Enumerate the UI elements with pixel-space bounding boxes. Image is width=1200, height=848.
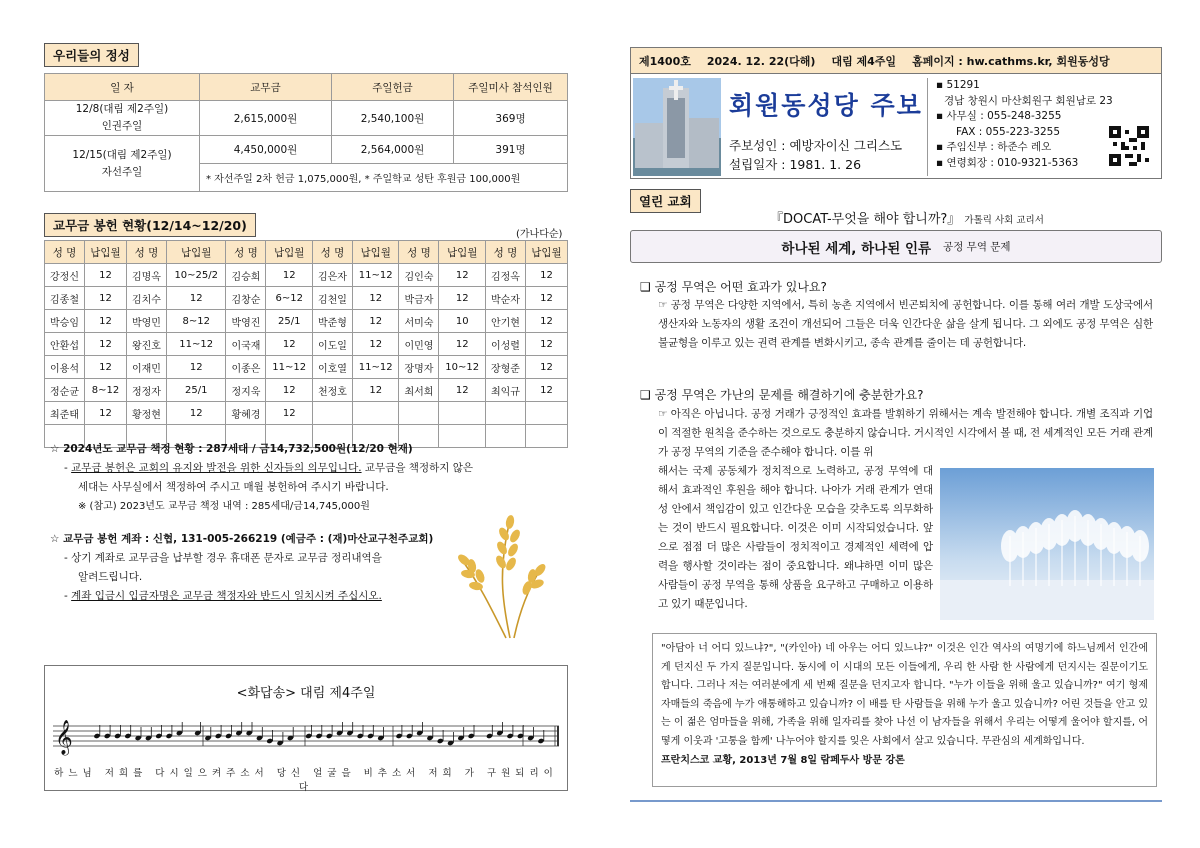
- paid-months: 12: [266, 379, 312, 402]
- paid-months: 12: [85, 402, 127, 425]
- attendance-count: 369명: [454, 101, 568, 136]
- tithe-table-body: [45, 264, 568, 448]
- date-cell: [45, 101, 200, 136]
- member-name: 안환섭: [45, 333, 85, 356]
- header-tithe: 교무금: [200, 74, 332, 101]
- member-name: 박영진: [226, 310, 266, 333]
- paid-months: 12: [439, 379, 485, 402]
- table-row: [45, 136, 568, 164]
- bulletin-masthead: [630, 47, 1162, 179]
- paid-months: 11~12: [352, 264, 398, 287]
- paid-months: 12: [439, 264, 485, 287]
- member-name: 김종철: [45, 287, 85, 310]
- account-text: 상기 계좌로 교무금을 납부할 경우 휴대폰 문자로 교무금 정리내역을: [71, 552, 382, 564]
- header-attendance: 주일미사 참석인원: [454, 74, 568, 101]
- tithe-goal-text: 교무금을 책정하지 않은: [361, 462, 474, 474]
- member-name: 이민영: [399, 333, 439, 356]
- docat-main: 『DOCAT-무엇을 해야 합니까?』: [770, 212, 961, 227]
- church-photo: [633, 78, 721, 176]
- tithe-reference: ※ (참고) 2023년도 교무금 책정 내역 : 285세대/금14,745,000원: [78, 501, 370, 512]
- account-line: - 상기 계좌로 교무금을 납부할 경우 휴대폰 문자로 교무금 정리내역을: [64, 552, 382, 564]
- header-month: 납입월: [439, 241, 485, 264]
- date-cell: [45, 136, 200, 192]
- member-name: 김치수: [126, 287, 166, 310]
- docat-title: [770, 208, 1044, 227]
- question-2: ❑ 공정 무역은 가난의 문제를 해결하기에 충분한가요?: [640, 388, 924, 402]
- paid-months: 12: [85, 356, 127, 379]
- header-name: 성 명: [226, 241, 266, 264]
- wheat-illustration: [440, 500, 550, 640]
- table-header-row: [45, 74, 568, 101]
- open-church-tag: 열린 교회: [630, 189, 701, 213]
- member-name: 장형준: [485, 356, 525, 379]
- member-name: 왕진호: [126, 333, 166, 356]
- header-name: 성 명: [126, 241, 166, 264]
- member-name: 정순균: [45, 379, 85, 402]
- docat-subtitle: 가톨릭 사회 교리서: [964, 215, 1044, 226]
- paid-months: 12: [525, 356, 567, 379]
- member-name: 김인숙: [399, 264, 439, 287]
- paid-months: 12: [439, 333, 485, 356]
- table-row: [45, 333, 568, 356]
- member-name: 이종은: [226, 356, 266, 379]
- question-1: ❑ 공정 무역은 어떤 효과가 있나요?: [640, 280, 827, 294]
- qr-code-icon[interactable]: [1109, 126, 1149, 166]
- tithe-amount: 4,450,000원: [200, 136, 332, 164]
- paid-months: 10~12: [439, 356, 485, 379]
- sort-note: (가나다순): [516, 229, 563, 240]
- issue-number: 제1400호: [639, 54, 691, 68]
- table-row: [45, 310, 568, 333]
- account-line: 알려드립니다.: [78, 571, 143, 583]
- paid-months: 11~12: [266, 356, 312, 379]
- member-name: 박금자: [399, 287, 439, 310]
- paid-months: [352, 402, 398, 425]
- patron-saint: 주보성인 : 예방자이신 그리스도: [729, 138, 903, 153]
- date-subtitle: 자선주일: [101, 165, 143, 178]
- member-name: 박영민: [126, 310, 166, 333]
- paid-months: 6~12: [266, 287, 312, 310]
- paid-months: 25/1: [166, 379, 225, 402]
- member-name: [485, 402, 525, 425]
- member-name: 황정현: [126, 402, 166, 425]
- tithe-amount: 2,615,000원: [200, 101, 332, 136]
- paid-months: 12: [352, 333, 398, 356]
- member-name: [312, 402, 352, 425]
- member-name: 박순자: [485, 287, 525, 310]
- committee-phone: ▪ 연령회장 : 010-9321-5363: [936, 156, 1079, 169]
- paid-months: 12: [352, 379, 398, 402]
- paid-months: 12: [85, 287, 127, 310]
- header-name: 성 명: [399, 241, 439, 264]
- member-name: 황혜경: [226, 402, 266, 425]
- pope-quote-box: [652, 633, 1157, 787]
- tithe-section-tag: 교무금 봉헌 현황(12/14~12/20): [44, 213, 256, 237]
- paid-months: 10~25/2: [166, 264, 225, 287]
- paid-months: 12: [439, 287, 485, 310]
- member-name: 강정신: [45, 264, 85, 287]
- tithe-goal-line: - 교무금 봉헌은 교회의 유지와 발전을 위한 신자들의 의무입니다. 교무금을 책정하지 않은: [64, 462, 474, 474]
- collection-amount: 2,540,100원: [332, 101, 454, 136]
- psalm-title: <화답송> 대림 제4주일: [236, 686, 376, 701]
- paid-months: 12: [85, 333, 127, 356]
- paid-months: 12: [166, 287, 225, 310]
- table-row: [45, 264, 568, 287]
- paid-months: 8~12: [85, 379, 127, 402]
- postcode: ▪ 51291: [936, 79, 980, 91]
- tithe-duty-text: 교무금 봉헌은 교회의 유지와 발전을 위한 신자들의 의무입니다.: [71, 462, 362, 474]
- paid-months: 12: [266, 264, 312, 287]
- offering-section-tag: 우리들의 정성: [44, 43, 139, 67]
- paid-months: 12: [525, 379, 567, 402]
- liturgical-week: 대림 제4주일: [831, 54, 897, 68]
- paid-months: [439, 402, 485, 425]
- paid-months: 12: [85, 310, 127, 333]
- member-name: 김천일: [312, 287, 352, 310]
- music-staff: [53, 716, 559, 756]
- member-name: 김승희: [226, 264, 266, 287]
- offering-note: * 자선주일 2차 헌금 1,075,000원, * 주일학교 성탄 후원금 100,000원: [200, 164, 568, 192]
- paid-months: 12: [525, 333, 567, 356]
- header-collection: 주일헌금: [332, 74, 454, 101]
- member-name: 이재민: [126, 356, 166, 379]
- header-month: 납입월: [166, 241, 225, 264]
- table-row: [45, 402, 568, 425]
- paid-months: 12: [352, 287, 398, 310]
- paid-months: 12: [525, 310, 567, 333]
- member-name: [399, 402, 439, 425]
- member-name: 이호열: [312, 356, 352, 379]
- answer-2-text: ☞ 아직은 아닙니다. 공정 거래가 긍정적인 효과를 발휘하기 위해서는 계속 발전해야 합니다. 개별 조직과 기업이 적절한 원칙을 준수하는 것으로도 충분하지 않습니다. 거시적인 시각에서 볼 때, 전 세계적인 모든 거래 관계가 공정 무역의 기준을 준수해야 합니다. 이를 위: [658, 408, 1153, 458]
- paid-months: 12: [525, 264, 567, 287]
- member-name: 최서희: [399, 379, 439, 402]
- account-heading: ☆ 교무금 봉헌 계좌 : 신협, 131-005-266219 (예금주 : (재)마산교구천주교회): [50, 533, 434, 545]
- tithe-goal-heading: ☆ 2024년도 교무금 책정 현황 : 287세대 / 금14,732,500원(12/20 현재): [50, 443, 413, 455]
- member-name: 박준형: [312, 310, 352, 333]
- header-month: 납입월: [85, 241, 127, 264]
- paid-months: 12: [166, 402, 225, 425]
- frosted-crown: [1131, 530, 1149, 562]
- psalm-box: [44, 665, 568, 791]
- psalm-lyrics: 하느님 저희를 다시일으켜주소서 당신 얼굴을 비추소서 저희 가 구원되리이 다: [54, 768, 558, 793]
- member-name: 김명옥: [126, 264, 166, 287]
- paid-months: [525, 402, 567, 425]
- divider: [630, 800, 1162, 802]
- table-row: [45, 379, 568, 402]
- tithe-goal-line: 세대는 사무실에서 책정하여 주시고 매월 봉헌하여 주시기 바랍니다.: [78, 481, 389, 493]
- banner-title: 하나된 세계, 하나된 인류: [781, 240, 932, 257]
- svg-text:𝄞: 𝄞: [55, 720, 73, 755]
- paid-months: 11~12: [352, 356, 398, 379]
- winter-trees-photo: [940, 468, 1154, 620]
- member-name: 이도일: [312, 333, 352, 356]
- collection-amount: 2,564,000원: [332, 136, 454, 164]
- answer-1: ☞ 공정 무역은 다양한 지역에서, 특히 농촌 지역에서 빈곤퇴치에 공헌합니다. 이를 통해 여러 개발 도상국에서 생산자와 노동자의 생활 조건이 개선되어 그들은 더욱 인간다운 삶을 살게 됩니다. 그 외에도 공정 무역은 심한 불균형을 이루고 있는 권력 관계를 변화시키고, 종속 관계를 줄이는 데 공헌합니다.: [658, 299, 1153, 349]
- paid-months: 12: [166, 356, 225, 379]
- address: 경남 창원시 마산회원구 회원남로 23: [944, 94, 1113, 107]
- member-name: 이국재: [226, 333, 266, 356]
- member-name: 안기현: [485, 310, 525, 333]
- date-label: 12/15(대림 제2주일): [72, 148, 172, 161]
- header-month: 납입월: [352, 241, 398, 264]
- paid-months: 12: [525, 287, 567, 310]
- header-date: 일 자: [45, 74, 200, 101]
- member-name: 서미숙: [399, 310, 439, 333]
- header-month: 납입월: [266, 241, 312, 264]
- paid-months: 11~12: [166, 333, 225, 356]
- date-subtitle: 인권주일: [101, 120, 143, 132]
- header-name: 성 명: [312, 241, 352, 264]
- member-name: 최준태: [45, 402, 85, 425]
- member-name: 김창순: [226, 287, 266, 310]
- member-name: 박승임: [45, 310, 85, 333]
- date-label: 12/8(대림 제2주일): [75, 103, 169, 115]
- tithe-table: [44, 240, 568, 448]
- paid-months: 12: [266, 402, 312, 425]
- table-header-row: [45, 241, 568, 264]
- member-name: 정지욱: [226, 379, 266, 402]
- member-name: 천정호: [312, 379, 352, 402]
- table-row: [45, 287, 568, 310]
- homepage-link[interactable]: 홈페이지 : hw.cathms.kr, 회원동성당: [912, 54, 1110, 68]
- founding-date: 설립일자 : 1981. 1. 26: [729, 157, 862, 172]
- paid-months: 25/1: [266, 310, 312, 333]
- bulletin-title: 회원동성당 주보: [729, 91, 923, 120]
- answer-2-continued: 해서는 국제 공동체가 정치적으로 노력하고, 공정 무역에 대해서 효과적인 후원을 해야 합니다. 나아가 거래 관계가 연대성 안에서 책임감이 있고 인간다운 모습을 갖추도록 의무화하는 것이 반드시 필요합니다. 이것은 이미 시작되었습니다. 앞으로 점점 더 많은 사람들이 정치적이고 경제적인 세력에 압력을 행사할 것이라는 점이 중요합니다. 왜냐하면 이미 많은 사람들이 공정 무역을 통해 상품을 요구하고 구매하고 이용하고 있기 때문입니다.: [658, 465, 933, 610]
- paid-months: 12: [85, 264, 127, 287]
- account-warning: 계좌 입금시 입금자명은 교무금 책정자와 반드시 일치시켜 주십시오.: [71, 590, 382, 602]
- header-month: 납입월: [525, 241, 567, 264]
- member-name: 이성렬: [485, 333, 525, 356]
- paid-months: 12: [266, 333, 312, 356]
- member-name: 김정옥: [485, 264, 525, 287]
- account-line: - 계좌 입금시 입금자명은 교무금 책정자와 반드시 일치시켜 주십시오.: [64, 590, 382, 602]
- paid-months: 10: [439, 310, 485, 333]
- header-name: 성 명: [45, 241, 85, 264]
- member-name: 장명자: [399, 356, 439, 379]
- member-name: 김은자: [312, 264, 352, 287]
- fax-number: FAX : 055-223-3255: [956, 125, 1061, 138]
- member-name: 최익규: [485, 379, 525, 402]
- paid-months: 8~12: [166, 310, 225, 333]
- table-row: [45, 356, 568, 379]
- member-name: 이용석: [45, 356, 85, 379]
- section-banner: [630, 230, 1162, 263]
- office-phone: ▪ 사무실 : 055-248-3255: [936, 110, 1062, 122]
- offering-table: [44, 73, 568, 192]
- masthead-info-bar: [631, 48, 1161, 74]
- member-name: 정정자: [126, 379, 166, 402]
- attendance-count: 391명: [454, 136, 568, 164]
- issue-date: 2024. 12. 22(다해): [706, 54, 816, 68]
- quote-source: 프란치스코 교황, 2013년 7월 8일 람페두사 방문 강론: [661, 754, 905, 766]
- pastor-name: ▪ 주임신부 : 하준수 레오: [936, 141, 1052, 153]
- header-name: 성 명: [485, 241, 525, 264]
- banner-subtitle: 공정 무역 문제: [943, 241, 1011, 253]
- paid-months: 12: [352, 310, 398, 333]
- pope-quote: "아담아 너 어디 있느냐?", "(카인아) 네 아우는 어디 있느냐?" 이것은 인간 역사의 여명기에 하느님께서 인간에게 던지신 두 가지 질문입니다. 동시에 이 시대의 모든 이들에게, 우리 한 사람 한 사람에게 던지시는 질문이기도 합니다. 그러나 저는 여러분에게 세 번째 질문을 던지고자 합니다. "누가 이들을 위해 울고 있습니까?" 여기 형제자매들의 죽음에 누가 애통해하고 있습니까? 이 배를 탄 사람들을 위해 누가 울고 있습니까? 어린 것들을 안고 있는 이 젊은 엄마들을 위해, 가족을 위해 일자리를 찾아 나선 이 남자들을 위해서 우리는 어떻게 울어야 할지를, 어떻게 이웃과 '고통을 함께' 나누어야 할지를 잊은 사회에서 살고 있습니다. 무관심의 세계화입니다.: [661, 643, 1148, 747]
